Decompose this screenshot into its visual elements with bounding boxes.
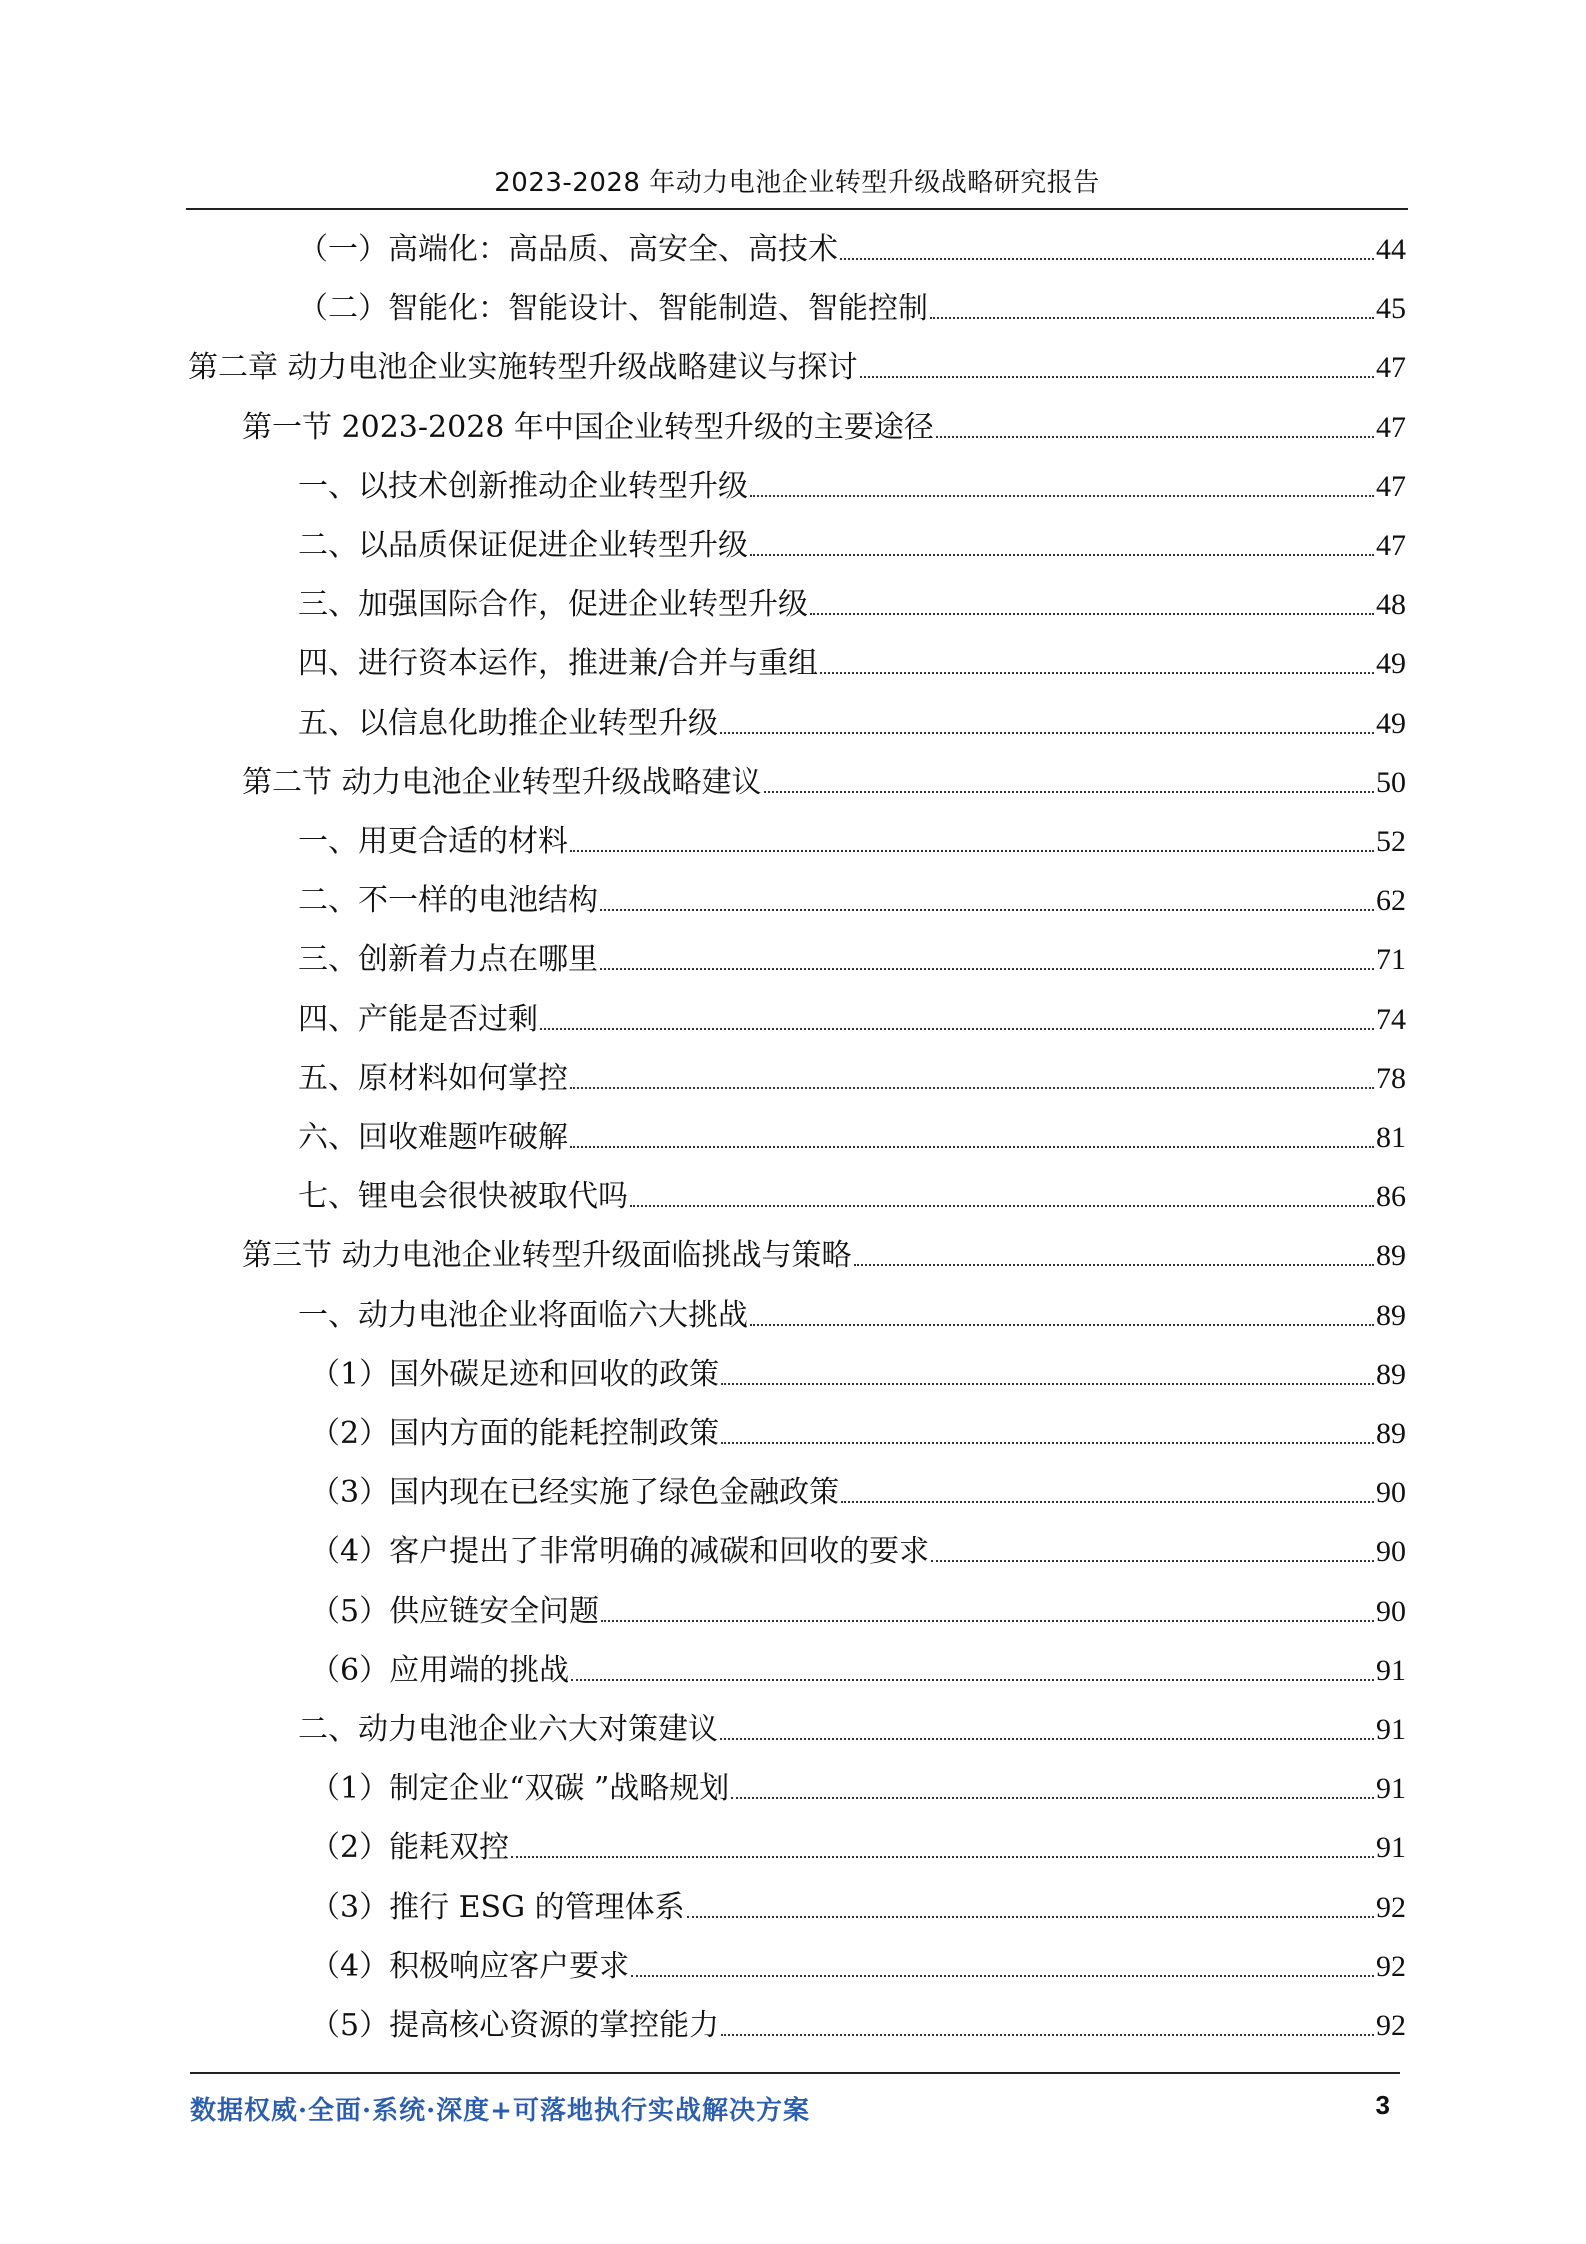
toc-entry[interactable]	[242, 761, 1406, 805]
toc-entry-page: 71	[1376, 943, 1406, 977]
toc-entry-page: 74	[1376, 1002, 1406, 1036]
toc-entry-page: 49	[1376, 647, 1406, 681]
toc-entry-label: 二、以品质保证促进企业转型升级	[298, 528, 748, 563]
toc-entry-label: 第二节 动力电池企业转型升级战略建议	[242, 764, 762, 800]
footer-slogan: 数据权威·全面·系统·深度+可落地执行实战解决方案	[190, 2096, 810, 2126]
toc-entry-page: 45	[1376, 292, 1406, 326]
toc-entry-page: 91	[1376, 1831, 1406, 1865]
page-number: 3	[1375, 2090, 1390, 2120]
toc-entry-label: （4）客户提出了非常明确的减碳和回收的要求	[310, 1534, 930, 1570]
toc-dot-leader	[750, 494, 1374, 497]
toc-entry-label: （二）智能化：智能设计、智能制造、智能控制	[298, 291, 928, 327]
toc-entry[interactable]	[298, 524, 1406, 568]
toc-dot-leader	[854, 1263, 1374, 1266]
toc-entry-label: 第三节 动力电池企业转型升级面临挑战与策略	[242, 1238, 852, 1274]
toc-dot-leader	[930, 316, 1374, 319]
toc-entry-label: （6）应用端的挑战	[310, 1652, 570, 1688]
toc-entry-page: 89	[1376, 1298, 1406, 1332]
toc-entry-label: 二、动力电池企业六大对策建议	[298, 1712, 718, 1747]
toc-entry-label: （5）供应链安全问题	[310, 1593, 600, 1629]
toc-entry[interactable]	[310, 1412, 1406, 1456]
toc-entry[interactable]	[298, 583, 1406, 627]
toc-dot-leader	[720, 1737, 1374, 1740]
toc-entry[interactable]	[298, 879, 1406, 923]
toc-entry[interactable]	[298, 465, 1406, 509]
toc-dot-leader	[931, 1559, 1374, 1562]
toc-entry-page: 90	[1376, 1535, 1406, 1569]
toc-entry[interactable]	[298, 287, 1406, 331]
toc-entry[interactable]	[310, 1590, 1406, 1634]
toc-entry-page: 52	[1376, 825, 1406, 858]
toc-entry-page: 90	[1376, 1594, 1406, 1628]
toc-entry-page: 47	[1376, 529, 1406, 562]
toc-entry[interactable]	[298, 228, 1406, 272]
toc-dot-leader	[687, 1915, 1374, 1918]
toc-entry[interactable]	[310, 1767, 1406, 1811]
toc-entry-label: 三、加强国际合作，促进企业转型升级	[298, 587, 808, 623]
toc-entry[interactable]	[188, 346, 1406, 390]
toc-entry[interactable]	[298, 1294, 1406, 1338]
toc-entry-label: （1）国外碳足迹和回收的政策	[310, 1356, 720, 1392]
toc-entry-page: 62	[1376, 884, 1406, 918]
toc-entry-label: 第一节 2023-2028 年中国企业转型升级的主要途径	[242, 409, 934, 445]
toc-dot-leader	[750, 1323, 1374, 1326]
toc-entry-label: 五、以信息化助推企业转型升级	[298, 705, 718, 741]
toc-entry-label: （5）提高核心资源的掌控能力	[310, 2008, 720, 2043]
toc-dot-leader	[721, 1382, 1374, 1385]
toc-entry[interactable]	[298, 938, 1406, 982]
toc-entry-label: 四、进行资本运作，推进兼/合并与重组	[298, 646, 819, 682]
toc-entry[interactable]	[298, 1708, 1406, 1752]
toc-dot-leader	[810, 612, 1374, 615]
toc-entry-label: 第二章 动力电池企业实施转型升级战略建议与探讨	[188, 350, 858, 386]
toc-entry-page: 47	[1376, 469, 1406, 503]
toc-entry[interactable]	[310, 1649, 1406, 1693]
toc-entry-page: 44	[1376, 233, 1406, 266]
toc-dot-leader	[841, 1500, 1374, 1503]
toc-entry-page: 50	[1376, 765, 1406, 799]
toc-entry[interactable]	[298, 702, 1406, 746]
toc-entry[interactable]	[298, 1057, 1406, 1101]
toc-entry-page: 92	[1376, 1949, 1406, 1983]
toc-entry-label: （2）能耗双控	[310, 1830, 510, 1866]
toc-dot-leader	[860, 375, 1374, 378]
toc-entry[interactable]	[310, 1886, 1406, 1930]
toc-dot-leader	[540, 1027, 1374, 1030]
toc-entry-page: 89	[1376, 1357, 1406, 1391]
toc-dot-leader	[570, 849, 1374, 852]
toc-entry-label: （1）制定企业“双碳 ”战略规划	[310, 1771, 730, 1807]
toc-entry[interactable]	[310, 1945, 1406, 1989]
toc-entry-page: 47	[1376, 410, 1406, 444]
toc-entry-label: 一、以技术创新推动企业转型升级	[298, 468, 748, 504]
toc-entry[interactable]	[310, 1353, 1406, 1397]
toc-entry[interactable]	[298, 1116, 1406, 1160]
toc-entry[interactable]	[298, 820, 1406, 864]
toc-entry-label: （4）积极响应客户要求	[310, 1948, 630, 1984]
toc-entry-page: 91	[1376, 1713, 1406, 1746]
running-header-title: 2023-2028 年动力电池企业转型升级战略研究报告	[494, 168, 1100, 198]
toc-entry[interactable]	[298, 1175, 1406, 1219]
toc-entry-page: 78	[1376, 1061, 1406, 1095]
toc-dot-leader	[570, 1086, 1374, 1089]
toc-dot-leader	[731, 1796, 1374, 1799]
toc-entry-label: 七、锂电会很快被取代吗	[298, 1179, 628, 1215]
toc-entry-page: 86	[1376, 1180, 1406, 1214]
toc-entry-label: （一）高端化：高品质、高安全、高技术	[298, 232, 838, 267]
toc-entry[interactable]	[242, 1234, 1406, 1278]
toc-entry-page: 48	[1376, 588, 1406, 622]
toc-dot-leader	[511, 1855, 1374, 1858]
toc-entry[interactable]	[310, 1530, 1406, 1574]
toc-dot-leader	[750, 553, 1374, 556]
toc-entry-page: 92	[1376, 2009, 1406, 2042]
toc-entry-label: （3）推行 ESG 的管理体系	[310, 1889, 685, 1925]
toc-dot-leader	[720, 731, 1374, 734]
toc-dot-leader	[631, 1974, 1374, 1977]
toc-entry[interactable]	[298, 642, 1406, 686]
toc-entry[interactable]	[310, 1826, 1406, 1870]
toc-entry-page: 91	[1376, 1653, 1406, 1687]
toc-dot-leader	[571, 1678, 1374, 1681]
toc-dot-leader	[936, 435, 1374, 438]
toc-entry-label: 四、产能是否过剩	[298, 1001, 538, 1037]
toc-entry-page: 90	[1376, 1476, 1406, 1510]
header-divider	[186, 208, 1408, 210]
toc-entry-page: 81	[1376, 1121, 1406, 1154]
toc-dot-leader	[764, 790, 1374, 793]
toc-entry-page: 89	[1376, 1417, 1406, 1450]
toc-entry[interactable]	[310, 1471, 1406, 1515]
toc-entry-page: 92	[1376, 1890, 1406, 1924]
toc-entry[interactable]	[310, 2004, 1406, 2048]
toc-dot-leader	[840, 257, 1374, 260]
toc-dot-leader	[600, 908, 1374, 911]
toc-entry-label: （2）国内方面的能耗控制政策	[310, 1416, 720, 1451]
toc-dot-leader	[600, 967, 1374, 970]
toc-entry-label: 二、不一样的电池结构	[298, 883, 598, 919]
toc-entry-page: 91	[1376, 1772, 1406, 1806]
toc-dot-leader	[630, 1204, 1374, 1207]
toc-entry-label: 一、动力电池企业将面临六大挑战	[298, 1297, 748, 1333]
toc-dot-leader	[601, 1619, 1374, 1622]
toc-entry[interactable]	[242, 406, 1406, 450]
toc-entry-label: 六、回收难题咋破解	[298, 1120, 568, 1155]
toc-dot-leader	[820, 671, 1374, 674]
toc-entry-label: 三、创新着力点在哪里	[298, 942, 598, 978]
toc-entry-page: 89	[1376, 1239, 1406, 1273]
toc-dot-leader	[721, 1441, 1374, 1444]
toc-entry-label: （3）国内现在已经实施了绿色金融政策	[310, 1475, 840, 1511]
toc-entry-page: 49	[1376, 706, 1406, 740]
toc-entry[interactable]	[298, 998, 1406, 1042]
toc-dot-leader	[570, 1145, 1374, 1148]
toc-entry-label: 五、原材料如何掌控	[298, 1060, 568, 1096]
toc-entry-label: 一、用更合适的材料	[298, 824, 568, 859]
footer-divider	[190, 2072, 1400, 2074]
toc-dot-leader	[721, 2033, 1374, 2036]
toc-entry-page: 47	[1376, 351, 1406, 385]
